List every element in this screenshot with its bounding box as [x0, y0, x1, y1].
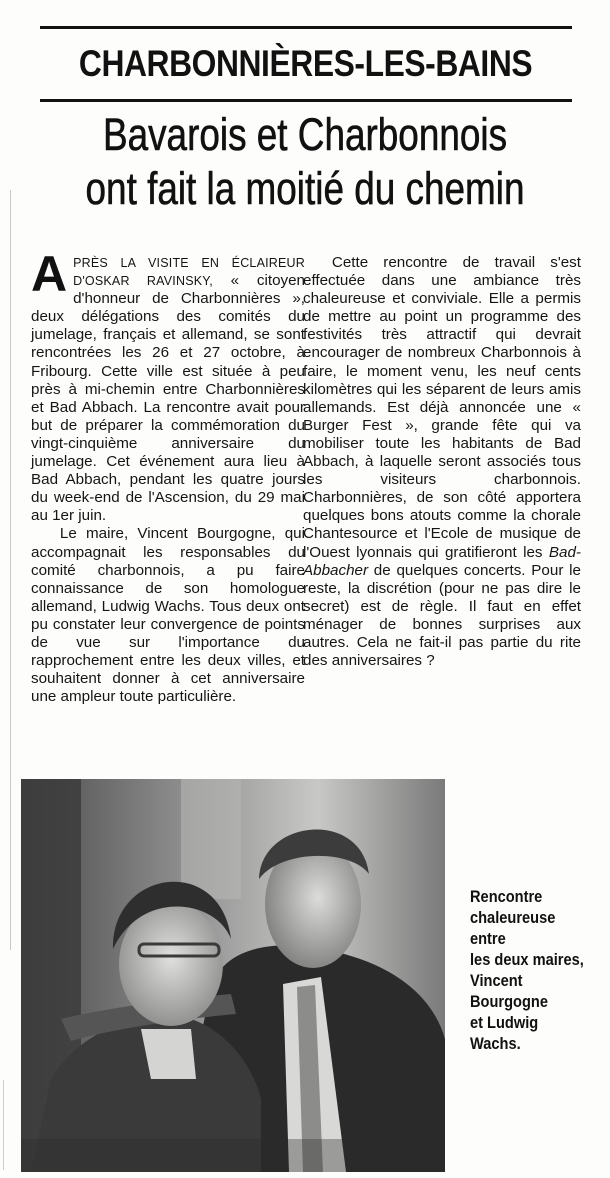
paragraph-text: « citoyen d'honneur de Charbonnières », deux délégations des comités du jumelage, français et allemand, se sont rencontrées les 26 et 27 octobre, à Fribourg. Cette ville est située à peu près à mi-chemin entre Charbonnières et Bad Abbach. La rencontre avait pour but de préparer la commémoration du vingt-cinquième anniversaire du jumelage. Cet événement aura lieu à Bad Abbach, pendant les quatre jours du week-end de l'Ascension, du 29 mai au 1er juin. — [31, 272, 305, 525]
kicker-text: CHARBONNIÈRES-LES-BAINS — [79, 43, 533, 84]
caption-line: chaleureuse — [470, 908, 556, 927]
section-kicker — [40, 26, 572, 102]
paragraph — [31, 246, 305, 525]
drop-cap: A — [31, 246, 68, 302]
fold-line — [10, 190, 11, 950]
lead-in: PRÈS LA VISITE EN ÉCLAIREUR D'OSKAR RAVINSKY, — [73, 256, 305, 289]
caption-line: Rencontre — [470, 887, 543, 906]
italic-term: Bad-Abbacher — [303, 543, 581, 579]
photo-two-mayors — [21, 779, 445, 1172]
paragraph-text: Cette rencontre de travail s'est effectuée dans une ambiance très chaleureuse et conviviale. Elle a permis de mettre au point un programme des festivités très attractif qui devrait encourager de nombreux Charbonnois à faire, le moment venu, les neuf cents kilomètres qui les séparent de leurs amis allemands. Est déjà annoncée une « Burger Fest », grande fête qui va mobiliser toute les habitants de Bad Abbach, à laquelle seront associés tous les visiteurs charbonnois. Charbonnières, de son côté apportera quelques bons atouts comme la chorale Chantesource et l'Ecole de musique de l'Ouest lyonnais qui gratifieront les — [303, 254, 581, 561]
caption-line: et Ludwig — [470, 1013, 539, 1032]
article-column-left — [31, 246, 305, 706]
headline-line-2: ont fait la moitié du chemin — [85, 163, 525, 214]
caption-line: Wachs. — [470, 1034, 521, 1053]
headline-line-1: Bavarois et Charbonnois — [102, 109, 508, 160]
caption-line: les deux maires, — [470, 950, 584, 969]
photo-illustration — [21, 779, 445, 1172]
caption-line: Vincent — [470, 971, 523, 990]
article-column-right — [303, 254, 581, 670]
headline — [20, 108, 590, 216]
photo-caption — [470, 886, 600, 1054]
paragraph: Le maire, Vincent Bourgogne, qui accompagnait les responsables du comité charbonnois, a pu faire connaissance de son homologue allemand, Ludwig Wachs. Tous deux ont pu constater leur convergence de points de vue sur l'importance du rapprochement entre les deux villes, et souhaitent donner à cet anniversaire une ampleur toute particulière. — [31, 525, 305, 706]
fold-line — [3, 1080, 4, 1170]
caption-line: entre — [470, 929, 506, 948]
caption-line: Bourgogne — [470, 992, 548, 1011]
paragraph — [303, 254, 581, 670]
paragraph-text: de quelques concerts. Pour le reste, la discrétion (pour ne pas dire le secret) est de règle. Il faut en effet ménager de bonnes surprises aux autres. Cela ne fait-il pas partie du rite des anniversaires ? — [303, 561, 581, 670]
